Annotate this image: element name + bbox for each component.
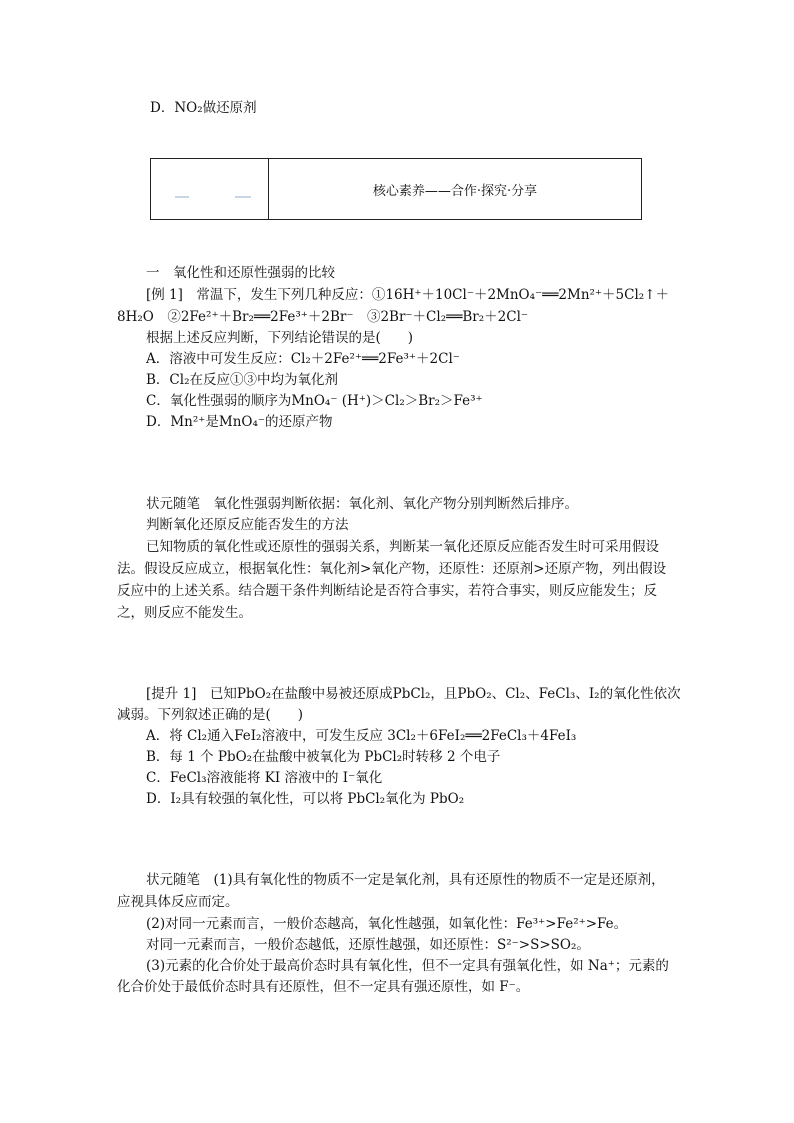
banner-decoration <box>235 196 251 198</box>
practice-option-d: D．I₂具有较强的氧化性，可以将 PbCl₂氧化为 PbO₂ <box>146 791 465 807</box>
note1-paragraph-line: 反应中的上述关系。结合题干条件判断结论是否符合事实，若符合事实，则反应能发生；反 <box>117 583 657 599</box>
note2-line: 状元随笔 (1)具有氧化性的物质不一定是氧化剂，具有还原性的物质不一定是还原剂， <box>146 872 665 888</box>
note1-line-2: 判断氧化还原反应能否发生的方法 <box>146 517 349 533</box>
note2-line: (3)元素的化合价处于最高价态时具有氧化性，但不一定具有强氧化性，如 Na⁺；元素的 <box>146 958 669 974</box>
example-option-c: C．氧化性强弱的顺序为MnO₄⁻ (H⁺)＞Cl₂＞Br₂＞Fe³⁺ <box>146 393 483 409</box>
practice-option-a: A．将 Cl₂通入FeI₂溶液中，可发生反应 3Cl₂＋6FeI₂══2FeCl₃＋4FeI₃ <box>146 728 577 744</box>
example-option-b: B．Cl₂在反应①③中均为氧化剂 <box>146 372 338 388</box>
example-question: 根据上述反应判断，下列结论错误的是( ) <box>146 330 414 346</box>
example-option-d: D．Mn²⁺是MnO₄⁻的还原产物 <box>146 414 333 430</box>
note2-line: (2)对同一元素而言，一般价态越高，氧化性越强，如氧化性：Fe³⁺>Fe²⁺>Fe。 <box>146 916 628 932</box>
note1-line-1: 状元随笔 氧化性强弱判断依据：氧化剂、氧化产物分别判断然后排序。 <box>146 496 578 512</box>
practice-option-c: C．FeCl₃溶液能将 KI 溶液中的 I⁻氧化 <box>146 770 383 786</box>
note1-paragraph-line: 已知物质的氧化性或还原性的强弱关系，判断某一氧化还原反应能否发生时可采用假设 <box>146 539 659 555</box>
practice-line-1: [提升 1] 已知PbO₂在盐酸中易被还原成PbCl₂，且PbO₂、Cl₂、FeCl₃、I₂的氧化性依次 <box>146 686 681 702</box>
example-option-a: A．溶液中可发生反应：Cl₂＋2Fe²⁺══2Fe³⁺＋2Cl⁻ <box>146 351 460 367</box>
note1-paragraph-line: 法。假设反应成立，根据氧化性：氧化剂>氧化产物，还原性：还原剂>还原产物，列出假设 <box>117 561 667 577</box>
option-d-top: D．NO₂做还原剂 <box>150 100 257 116</box>
note2-line: 对同一元素而言，一般价态越低，还原性越强，如还原性：S²⁻>S>SO₂。 <box>146 937 590 953</box>
banner-decoration <box>175 196 189 198</box>
banner-title: 核心素养——合作·探究·分享 <box>372 183 538 199</box>
practice-line-2: 减弱。下列叙述正确的是( ) <box>117 707 304 723</box>
note2-line: 应视具体反应而定。 <box>117 894 239 910</box>
note2-line: 化合价处于最低价态时具有还原性，但不一定具有强还原性，如 F⁻。 <box>117 979 530 995</box>
banner-left-cell <box>151 159 269 219</box>
section-banner <box>150 158 642 220</box>
example-line-1: [例 1] 常温下，发生下列几种反应：①16H⁺＋10Cl⁻＋2MnO₄⁻══2Mn²⁺＋5Cl₂↑＋ <box>146 287 670 303</box>
example-line-2: 8H₂O ②2Fe²⁺＋Br₂══2Fe³⁺＋2Br⁻ ③2Br⁻＋Cl₂══Br₂＋2Cl⁻ <box>117 309 529 325</box>
practice-option-b: B．每 1 个 PbO₂在盐酸中被氧化为 PbCl₂时转移 2 个电子 <box>146 749 501 765</box>
section-heading: 一 氧化性和还原性强弱的比较 <box>146 265 335 281</box>
note1-paragraph-line: 之，则反应不能发生。 <box>117 605 252 621</box>
